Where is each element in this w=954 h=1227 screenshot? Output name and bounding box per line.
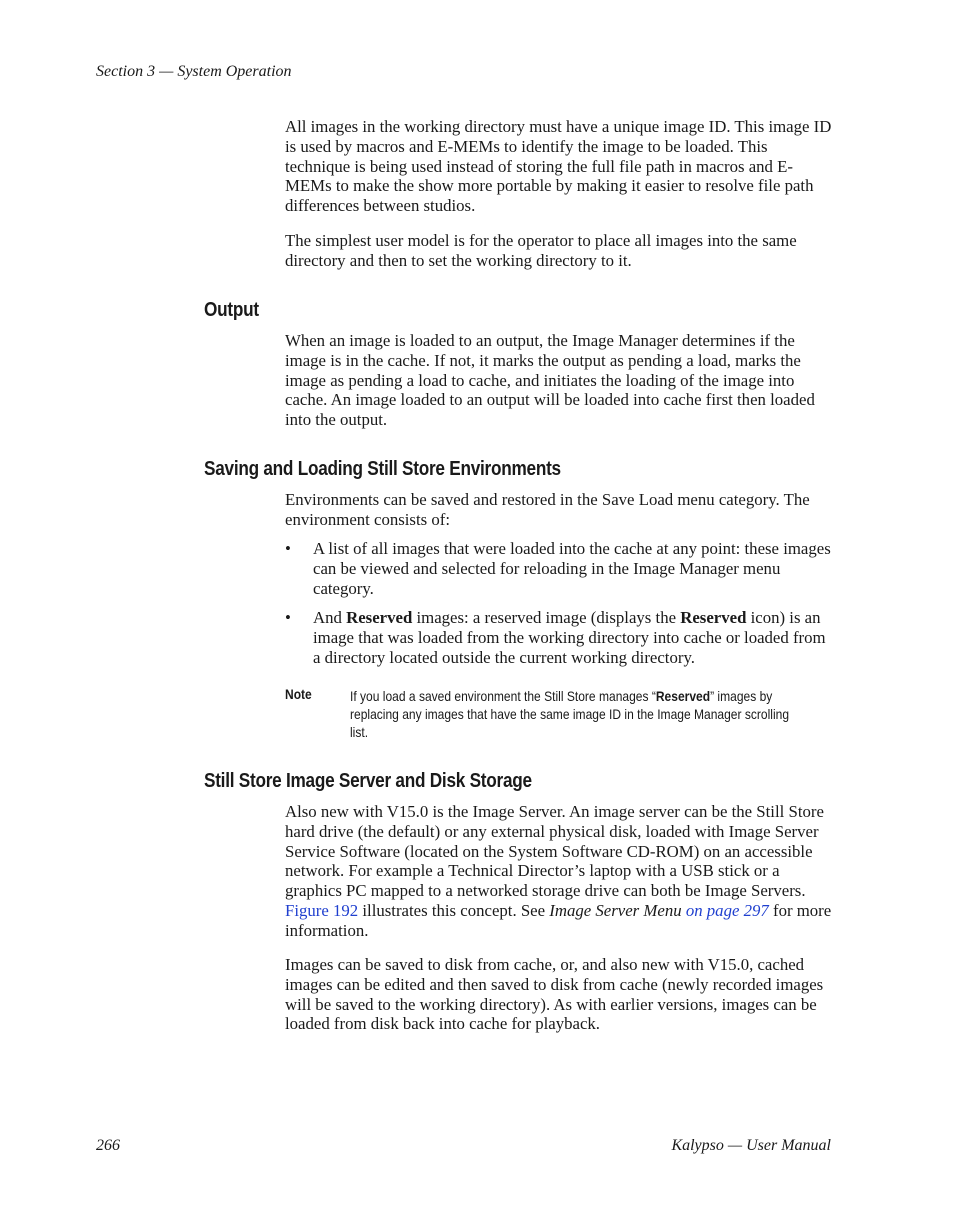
running-header: Section 3 — System Operation bbox=[96, 63, 292, 80]
manual-title: Kalypso — User Manual bbox=[671, 1137, 831, 1154]
server-paragraph-2: Images can be saved to disk from cache, or, and also new with V15.0, cached images can be edited and then saved to disk from cache (newly recorded images will be saved to the working directory). As with earlier versions, images can be loaded from disk back into cache for playback. bbox=[285, 955, 824, 1034]
note-label: Note bbox=[285, 686, 312, 702]
bullet-text: And Reserved images: a reserved image (displays the Reserved icon) is an image that was loaded from the working directory into cache or loaded from a directory located outside the current working directory. bbox=[313, 608, 826, 667]
intro-paragraph-2: The simplest user model is for the operator to place all images into the same directory and then to set the working directory to it. bbox=[285, 231, 797, 270]
page-reference-link[interactable]: Image Server Menu on page 297 bbox=[549, 900, 769, 920]
saving-paragraph: Environments can be saved and restored in the Save Load menu category. The environment consists of: bbox=[285, 490, 810, 529]
reserved-term: Reserved bbox=[655, 688, 711, 704]
bullet-icon: • bbox=[285, 608, 291, 627]
output-paragraph: When an image is loaded to an output, the Image Manager determines if the image is in the cache. If not, it marks the output as pending a load, marks the image as pending a load to cache, and initiates the loading of the image into cache. An image loaded to an output will be loaded into cache first then loaded into the output. bbox=[285, 331, 815, 430]
bullet-icon: • bbox=[285, 539, 291, 558]
reserved-term: Reserved bbox=[346, 608, 413, 627]
reserved-term: Reserved bbox=[680, 608, 747, 627]
page-number: 266 bbox=[96, 1137, 120, 1154]
figure-link[interactable]: Figure 192 bbox=[285, 900, 359, 920]
output-heading: Output bbox=[204, 299, 259, 321]
server-heading: Still Store Image Server and Disk Storage bbox=[204, 770, 532, 792]
bullet-text: A list of all images that were loaded into the cache at any point: these images can be viewed and selected for reloading in the Image Manager menu category. bbox=[313, 539, 831, 598]
note-text: If you load a saved environment the Still Store manages “Reserved” images by replacing any images that have the same image ID in the Image Manager scrolling list. bbox=[350, 688, 790, 740]
saving-heading: Saving and Loading Still Store Environments bbox=[204, 458, 561, 480]
server-paragraph-1: Also new with V15.0 is the Image Server. An image server can be the Still Store hard drive (the default) or any external physical disk, loaded with Image Server Service Software (located on the System Software CD-ROM) on an accessible network. For example a Technical Director’s laptop with a USB stick or a graphics PC mapped to a networked storage drive can both be Image Servers. Figure 192 illustrates this concept. See Image Server Menu on page 297 for more information. bbox=[285, 802, 832, 940]
intro-paragraph-1: All images in the working directory must have a unique image ID. This image ID is used by macros and E-MEMs to identify the image to be loaded. This technique is being used instead of storing the full file path in macros and E-MEMs to make the show more portable by making it easier to resolve file path differences between studios. bbox=[285, 117, 832, 216]
